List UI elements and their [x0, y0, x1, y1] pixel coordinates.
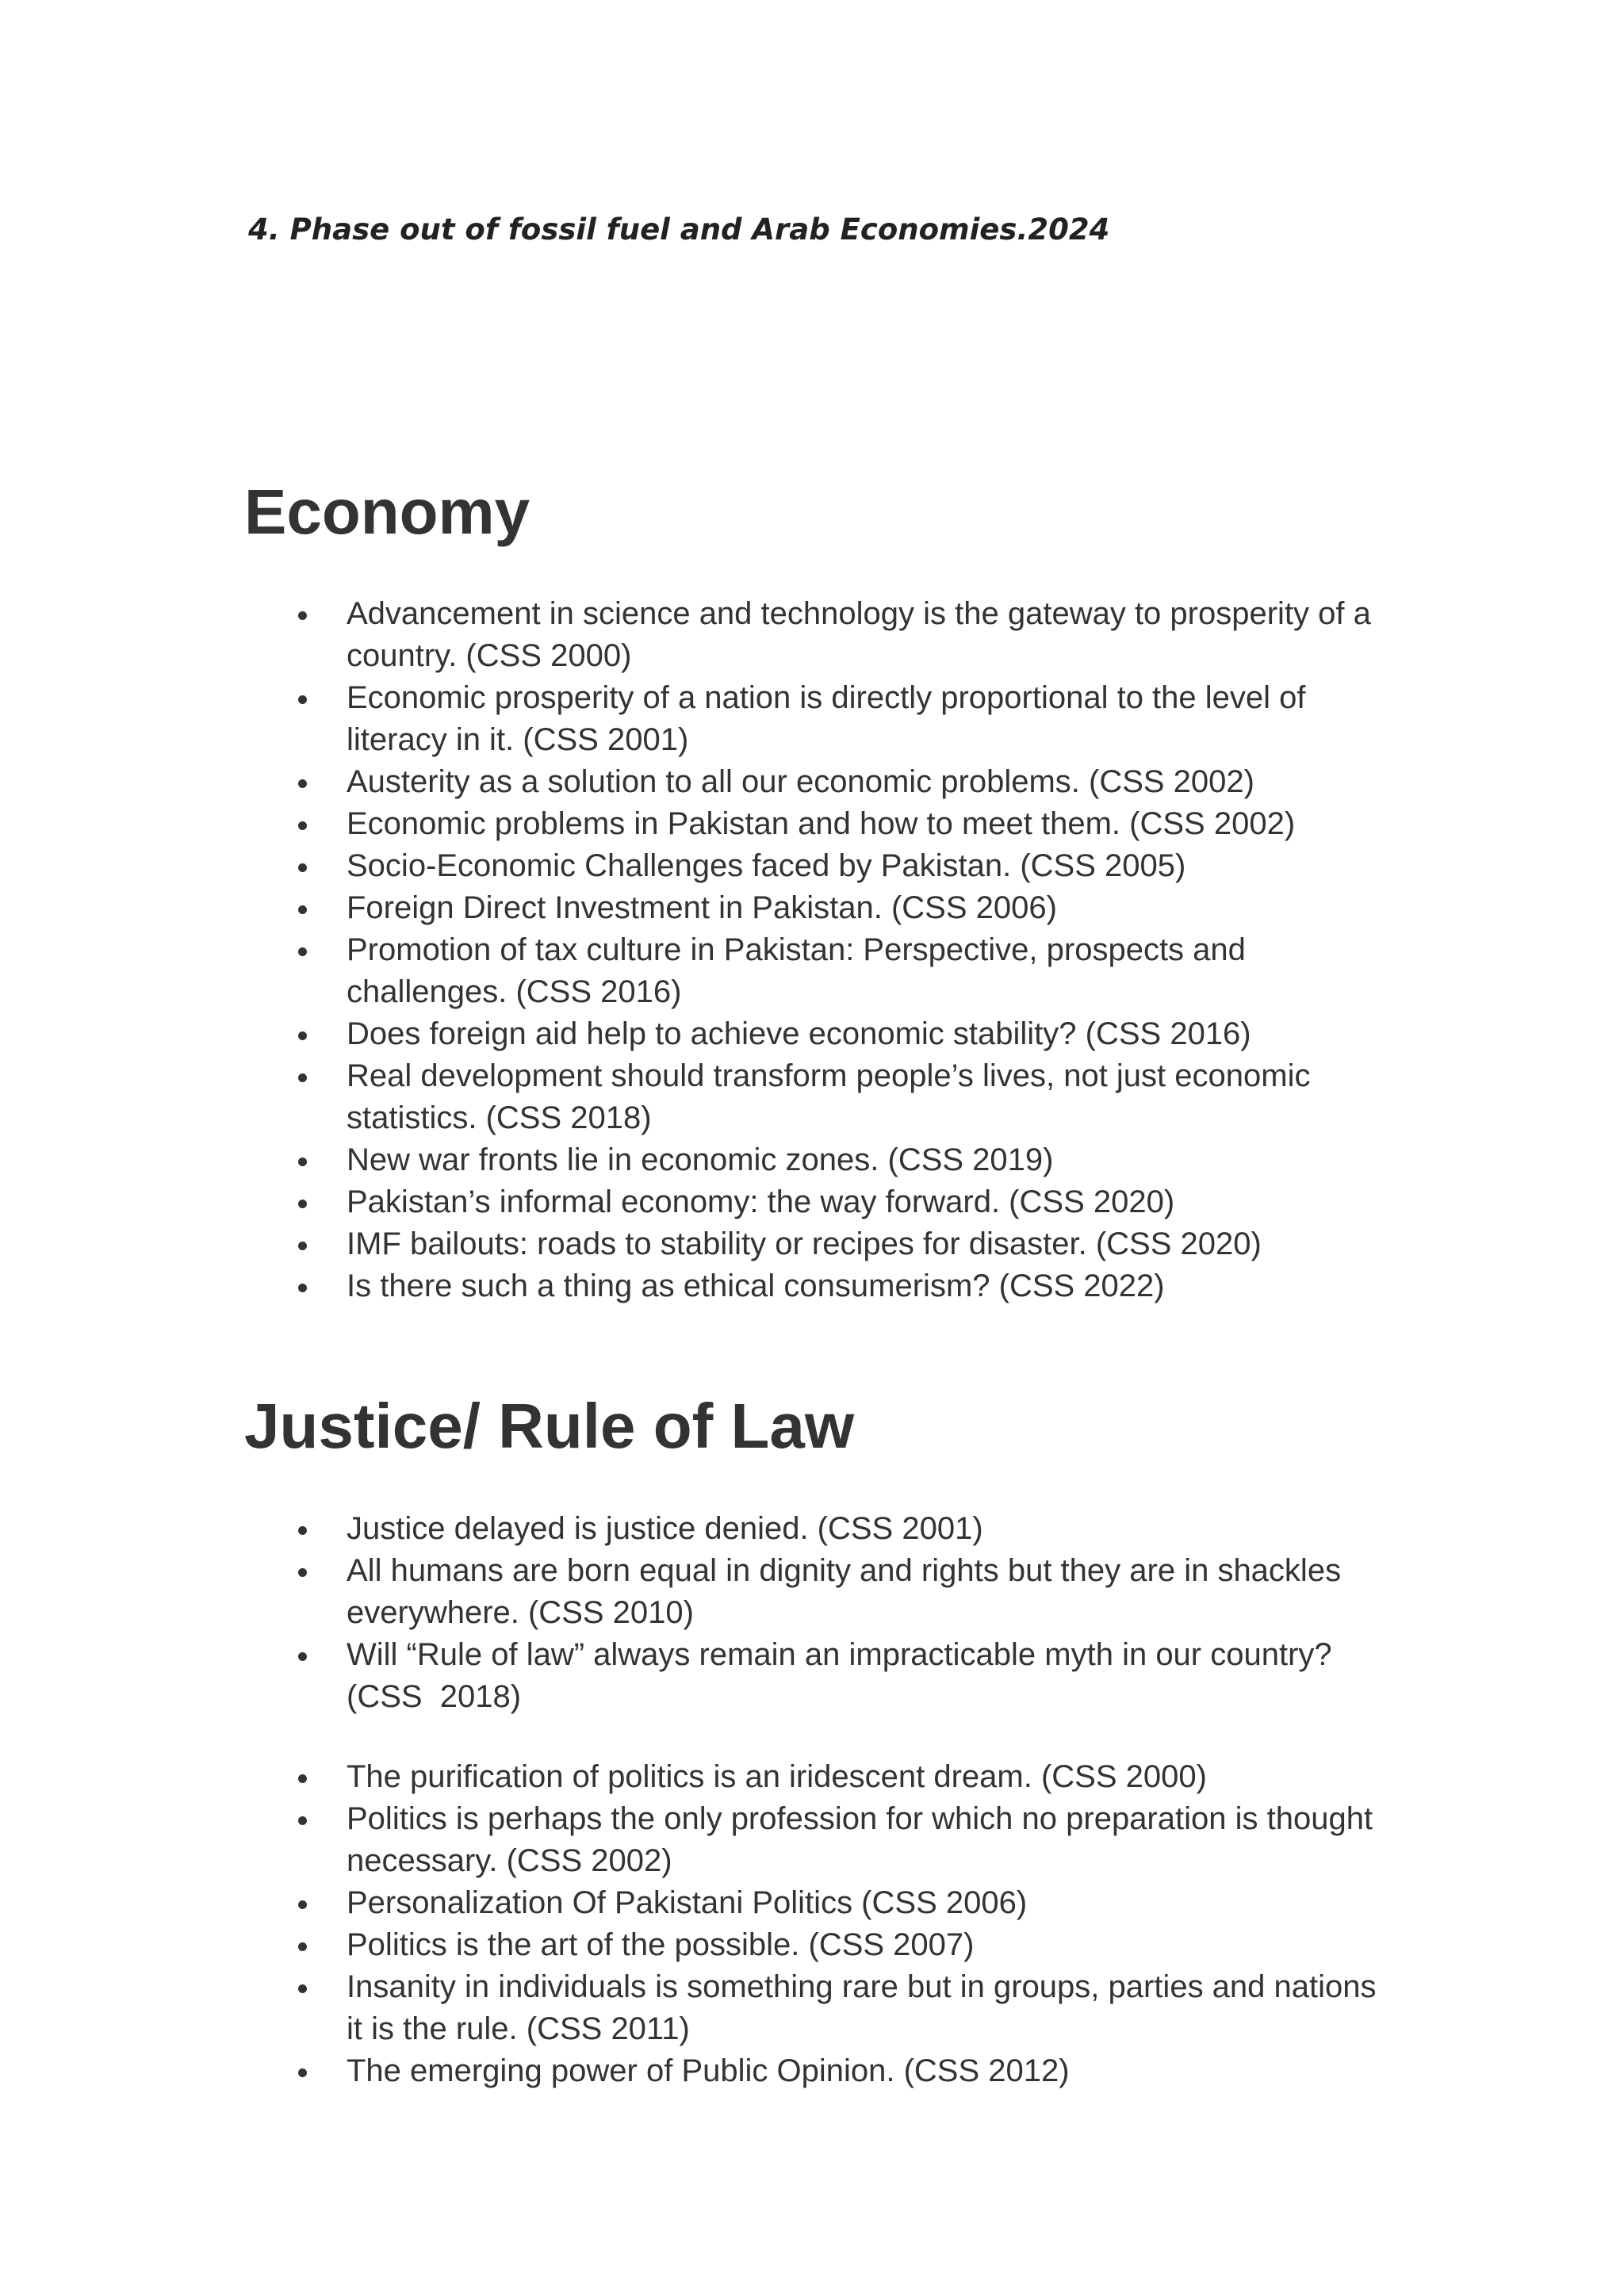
list-item-text: New war fronts lie in economic zones. (CSS 2019)	[347, 1142, 1054, 1177]
list-item-text: necessary. (CSS 2002)	[347, 1843, 672, 1878]
list-item-text: Is there such a thing as ethical consumerism? (CSS 2022)	[347, 1269, 1165, 1303]
list-item	[347, 1055, 1371, 1139]
bullet-icon	[298, 1984, 307, 1993]
list-item	[347, 1634, 1341, 1718]
bullet-icon	[298, 1652, 307, 1661]
list-item-text: Does foreign aid help to achieve economic stability? (CSS 2016)	[347, 1016, 1251, 1051]
list-item-text: statistics. (CSS 2018)	[347, 1100, 652, 1135]
list-item	[347, 593, 1371, 677]
list-item-text: Austerity as a solution to all our economic problems. (CSS 2002)	[347, 764, 1254, 799]
list-item	[347, 1966, 1377, 2050]
section-heading-justice: Justice/ Rule of Law	[244, 1391, 855, 1461]
list-item-text: literacy in it. (CSS 2001)	[347, 722, 689, 757]
bullet-icon	[298, 2068, 307, 2077]
justice-topic-list	[347, 1508, 1341, 1718]
list-item-text: (CSS 2018)	[347, 1679, 522, 1714]
list-item-text: Politics is perhaps the only profession for which no preparation is thought	[347, 1801, 1373, 1836]
bullet-icon	[298, 1816, 307, 1825]
list-item	[347, 887, 1371, 929]
list-item	[347, 1181, 1371, 1223]
topic-note: 4. Phase out of fossil fuel and Arab Economies.2024	[248, 212, 1110, 247]
list-item-text: Foreign Direct Investment in Pakistan. (CSS 2006)	[347, 890, 1057, 925]
list-item-text: All humans are born equal in dignity and rights but they are in shackles	[347, 1553, 1342, 1588]
list-item-text: everywhere. (CSS 2010)	[347, 1595, 694, 1630]
bullet-icon	[298, 863, 307, 872]
list-item	[347, 803, 1371, 845]
list-item	[347, 761, 1371, 803]
bullet-icon	[298, 1031, 307, 1040]
list-item-text: Will “Rule of law” always remain an impracticable myth in our country?	[347, 1637, 1332, 1672]
list-item	[347, 1756, 1377, 1798]
list-item	[347, 1013, 1371, 1055]
bullet-icon	[298, 779, 307, 788]
list-item-text: Insanity in individuals is something rare but in groups, parties and nations	[347, 1969, 1377, 2004]
section-heading-economy: Economy	[244, 476, 530, 547]
list-item-text: Personalization Of Pakistani Politics (CSS 2006)	[347, 1885, 1028, 1920]
list-item	[347, 1798, 1377, 1882]
list-item-text: Advancement in science and technology is the gateway to prosperity of a	[347, 596, 1371, 631]
list-item	[347, 1924, 1377, 1966]
list-item-text: Socio-Economic Challenges faced by Pakistan. (CSS 2005)	[347, 848, 1186, 883]
list-item-text: The purification of politics is an iridescent dream. (CSS 2000)	[347, 1759, 1207, 1794]
bullet-icon	[298, 1073, 307, 1082]
list-item-text: Pakistan’s informal economy: the way forward. (CSS 2020)	[347, 1184, 1175, 1219]
bullet-icon	[298, 1158, 307, 1166]
list-item-text: Economic problems in Pakistan and how to meet them. (CSS 2002)	[347, 806, 1296, 841]
list-item	[347, 1550, 1341, 1634]
list-item	[347, 677, 1371, 761]
bullet-icon	[298, 1568, 307, 1577]
bullet-icon	[298, 1200, 307, 1208]
list-item	[347, 1265, 1371, 1307]
list-item	[347, 1223, 1371, 1265]
following-topic-list	[347, 1756, 1377, 2092]
bullet-icon	[298, 1284, 307, 1292]
list-item	[347, 1882, 1377, 1924]
list-item-text: country. (CSS 2000)	[347, 638, 632, 673]
bullet-icon	[298, 1942, 307, 1951]
list-item-text: Justice delayed is justice denied. (CSS 2001)	[347, 1511, 983, 1546]
bullet-icon	[298, 1774, 307, 1783]
bullet-icon	[298, 611, 307, 620]
list-item-text: Politics is the art of the possible. (CSS 2007)	[347, 1927, 975, 1962]
list-item-text: Economic prosperity of a nation is directly proportional to the level of	[347, 680, 1306, 715]
bullet-icon	[298, 695, 307, 704]
list-item-text: Real development should transform people’s lives, not just economic	[347, 1058, 1311, 1093]
list-item	[347, 2050, 1377, 2092]
list-item	[347, 929, 1371, 1013]
bullet-icon	[298, 1900, 307, 1909]
list-item-text: IMF bailouts: roads to stability or recipes for disaster. (CSS 2020)	[347, 1226, 1262, 1261]
economy-topic-list	[347, 593, 1371, 1307]
list-item	[347, 845, 1371, 887]
bullet-icon	[298, 1526, 307, 1535]
bullet-icon	[298, 821, 307, 830]
list-item-text: The emerging power of Public Opinion. (CSS 2012)	[347, 2053, 1070, 2088]
list-item-text: challenges. (CSS 2016)	[347, 974, 682, 1009]
list-item-text: it is the rule. (CSS 2011)	[347, 2011, 690, 2046]
list-item-text: Promotion of tax culture in Pakistan: Perspective, prospects and	[347, 932, 1246, 967]
bullet-icon	[298, 1242, 307, 1250]
bullet-icon	[298, 905, 307, 914]
list-item	[347, 1139, 1371, 1181]
bullet-icon	[298, 947, 307, 956]
list-item	[347, 1508, 1341, 1550]
